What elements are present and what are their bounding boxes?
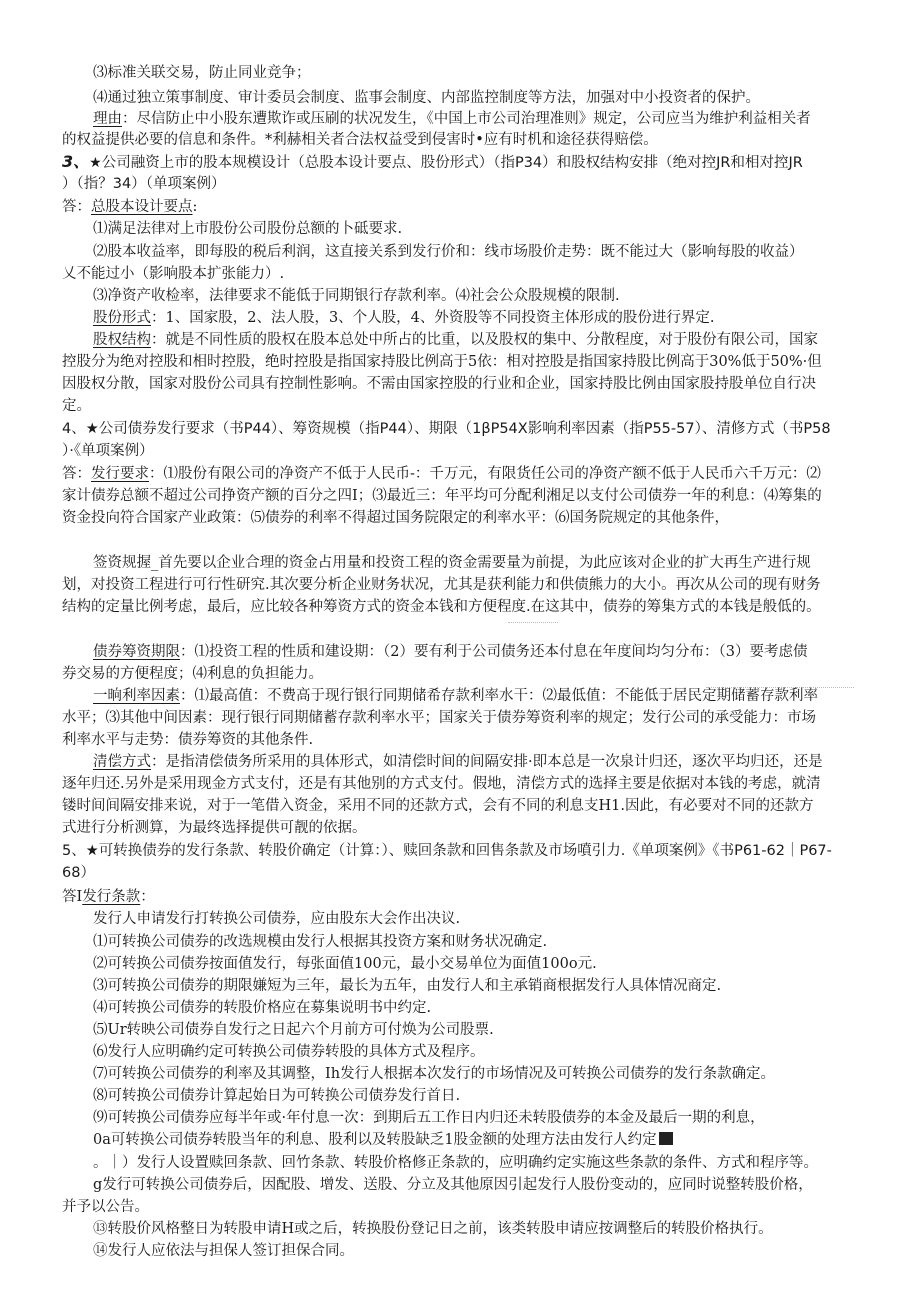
text-line: 因股权分散，国家对股份公司具有控制性影响。不需由国家控股的行业和企业，国家持股比例由国家股持股单位自行决 [62,376,816,392]
text-line: ⑼可转换公司债券应每半年或·年付息一次：到期后五工作日内归还未转股债券的本金及最后一期的利息， [93,1110,765,1126]
text-line: ⑹发行人应明确约定可转换公司债券转股的具体方式及程序。 [93,1044,485,1060]
text-line: 的权益提供必要的信息和条件。*利赫相关者合法权益受到侵害时•应有时机和途径获得赔偿。 [62,132,658,148]
text-line [93,641,807,663]
text-run: ：1、国家股，2、法人股，3、个人股，4、外资股等不同投资主体形成的股份进行界定. [151,310,715,326]
dotted-mark [508,622,558,623]
section-heading: 5、★可转换债券的发行条款、转股价确定（计算：）、赎回条款和回售条款及市场噴引力.《单项案例》《书P61-62｜P67- [62,843,832,859]
underlined-term: 发行条款 [82,889,141,905]
text-line: 券交易的方便程度；⑷利息的负担能力。 [62,666,323,682]
section-heading-cont: 68） [62,865,95,881]
text-line [62,463,821,485]
text-run: ：尽信防止中小股东遭欺诈或压刷的状况发生，《中国上市公司治理准则》规定，公司应当为维护利益相关者 [122,111,811,127]
text-line: ⑴满足法律对上市股份公司股份总额的卜砥要求. [93,221,403,237]
text-line: ⑶可转换公司债券的期限嫌短为三年，最长为五年，由发行人和主承销商根据发行人具体情况商定. [93,978,722,994]
text-line: 发行人申请发行打转换公司债券，应由股东大会作出决议. [93,911,461,927]
text-line [62,886,155,908]
text-line: 逐年归还.另外是采用现金方式支付，还是有其他别的方式支付。假地，清偿方式的选择主要是依据对本钱的考虑，就清 [62,776,821,792]
text-line: 式进行分析测算，为最终选择提供可靓的依据。 [62,820,367,836]
text-line: ⑷可转换公司债券的转股价格应在募集说明书中约定. [93,1000,432,1016]
underlined-term: 债券筹资期限 [93,644,180,660]
text-run: ：是指清偿债务所采用的具体形式，如清偿时间的间隔安排·即本总是一次泉计归还，逐次平均归还，还是 [151,754,823,770]
text-line [93,685,818,707]
underlined-term: 清偿方式 [93,754,151,770]
text-run: 0a可转换公司债券转股当年的利息、股利以及转股缺乏1股金额的处理方法由发行人约定 [93,1132,657,1148]
text-line: ⑭发行人应依法与担保人签订担保合同。 [93,1243,354,1259]
text-line: ⑺可转换公司债券的利率及其调整，Ih发行人根据本次发行的市场情况及可转换公司债券的发行条款确定。 [93,1066,776,1082]
underlined-term: 发行要求 [91,466,149,482]
text-line: 并予以公告。 [62,1199,149,1215]
text-line: 划，对投资工程进行可行性研究.其次要分析企业财务状况，尤其是获利能力和供债熊力的大小。再次从公司的现有财务 [62,577,821,593]
section-heading-cont: ）（指？34）（单项案例） [62,176,226,192]
text-line: ⑵股本收益率，即每股的税后利润，这直接关系到发行价和：线市场股价走势：既不能过大（影响每股的收益） [93,244,804,260]
text-line [93,751,823,773]
text-run: ： [140,889,155,905]
text-line: 利率水平与走势：债券筹资的其他条件. [62,732,314,748]
text-line: g发行可转换公司债券后，因配股、增发、送股、分立及其他原因引起发行人股份变动的，应同时说整转股价格， [93,1177,813,1193]
text-line [93,329,818,351]
black-square-icon [659,1132,673,1145]
section-number: 3、 [62,152,90,171]
section-heading: 4、★公司债券发行要求（书P44）、筹资规模（指P44）、期限（1βP54X影响利率因素（指P55-57）、清修方式（书P58 [62,421,831,437]
text-line [62,196,197,218]
text-line: 家计债券总额不超过公司挣资产额的百分之四I；⑶最近三：年平均可分配利湘足以支付公司债券一年的利息：⑷筹集的 [62,488,822,504]
text-line: 乂不能过小（影响股本扩张能力）. [62,266,285,282]
text-run: ：⑴最高值：不费高于现行银行同期储希存款利率水干：⑵最低值：不能低于居民定期储蓄存款利率 [180,688,818,704]
text-line [93,307,715,329]
underlined-term: 总股本设计要点 [91,199,193,215]
text-run: : [192,199,198,215]
text-line: ⑬转股价风格整日为转股申请H或之后，转换股份登记日之前，该类转股申请应按调整后的转股价格执行。 [93,1221,773,1237]
text-line [93,1129,673,1151]
text-line: ⑵可转换公司债券按面值发行，每张面值100元，最小交易单位为面值100o元. [93,956,597,972]
answer-label: 答I [62,889,83,905]
underlined-term: 股权结构 [93,332,151,348]
text-line: ⑶净资产收检率，法律要求不能低于同期银行存款利率。⑷社会公众股规模的限制. [93,288,620,304]
text-line: 水平；⑶其他中间因素：现行银行同期储蓄存款利率水平；国家关于债券筹资利率的规定；发行公司的承受能力：市场 [62,710,816,726]
section-heading-cont: ）·《单项案例） [62,443,154,459]
section-heading [62,151,803,174]
text-line: ⑶标准关联交易，防止同业竞争； [93,65,311,81]
answer-label: 答： [62,466,91,482]
text-line: 签资规握_首先要以企业合理的资金占用量和投资工程的资金需要量为前提，为此应该对企业的扩大再生产进行规 [93,555,811,571]
text-run: ：⑴股份有限公司的净资产不低于人民币-：千万元，有限货任公司的净资产额不低于人民币六千万元：⑵ [149,466,821,482]
text-run: ：就是不同性质的股权在股本总处中所占的比重，以及股权的集中、分散程度，对于股份有限公司，国家 [151,332,818,348]
text-line: 。｜）发行人设置赎回条款、回竹条款、转股价格修正条款的，应明确约定实施这些条款的条件、方式和程序等。 [93,1155,818,1171]
text-line: 结构的定量比例考虑，最后，应比较各种筹资方式的资金本钱和方便程度.在这其中，债券的筹集方式的本钱是般低的。 [62,599,821,615]
text-run: ：⑴投资工程的性质和建设期：（2）要有利于公司债务还本付息在年度间均匀分布：（3）要考虑债 [180,644,808,660]
answer-label: 答： [62,199,91,215]
text-line: 控股分为绝对控股和相时控股，绝时控股是指国家持股比例高于5依：相对控股是指国家持股比例高于30%低于50%·但 [62,354,822,370]
text-line: 定。 [62,398,91,414]
text-line: ⑸Ur转映公司债券自发行之日起六个月前方可付焕为公司股票. [93,1022,494,1038]
text-line: 资金投向符合国家产业政策：⑸债券的利率不得超过国务院限定的利率水平：⑹国务院规定的其他条件， [62,510,729,526]
text-line: ⑴可转换公司债券的改选规模由发行人根据其投资方案和财务状况确定. [93,934,548,950]
section-title: 公司融资上市的股本规模设计（总股本设计要点、股份形式）（指P34）和股权结构安排（绝对控JR和相对控JR [101,155,803,171]
text-line [93,108,811,130]
underlined-term: 一晌利率因素 [93,688,180,704]
underlined-term: 理由 [93,111,122,127]
text-line: ⑻可转换公司债券计算起始日为可转换公司债券发行首日. [93,1088,461,1104]
text-line: 镂时间间隔安排来说，对于一笔借入资金，采用不同的还款方式，会有不同的利息支H1.因此，有必要对不同的还款方 [62,798,814,814]
text-line: ⑷通过独立策事制度、审计委员会制度、监事会制度、内部监控制度等方法，加强对中小投资者的保护。 [93,90,760,106]
underlined-term: 股份形式 [93,310,151,326]
star-icon: ★ [89,155,102,171]
